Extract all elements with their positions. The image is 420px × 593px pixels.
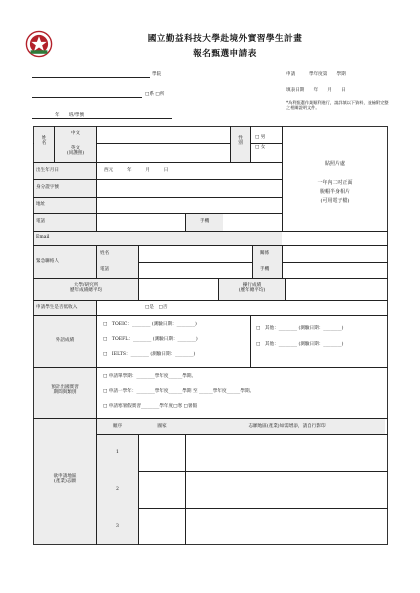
photo-desc-1: 一年內二吋正面 xyxy=(317,180,353,186)
photo-desc-3: (可用電子檔) xyxy=(320,198,350,204)
form-note: *為利甄選作業順利進行，請詳填以下資料，並檢附完整之相關證明文件。 xyxy=(286,100,389,110)
row-2-number: 2 xyxy=(116,487,119,492)
gender-male-checkbox[interactable]: □ 男 xyxy=(255,135,266,140)
form-title: 國立勤益科技大學赴境外實習學生計畫 xyxy=(147,34,303,44)
subsidy-label: 申請學生是否低收入 xyxy=(36,305,78,310)
college-line xyxy=(32,77,150,78)
divider xyxy=(96,508,388,509)
row-1-number: 1 xyxy=(116,450,119,455)
english-name-label: 英文 (同護照) xyxy=(66,146,85,157)
wish-header: 志願地區(產業)如需增添，請自行影印 xyxy=(248,424,326,429)
cell-bg xyxy=(34,232,282,245)
mobile-label: 手機 xyxy=(200,219,210,224)
emergency-name-label: 姓名 xyxy=(100,251,110,256)
birth-value: 西元 年 月 日 xyxy=(104,168,169,173)
divider xyxy=(96,197,97,231)
toeic-field[interactable]: □ TOEIC：________ (測驗日期：________) xyxy=(103,322,197,327)
region-label: 欲申請地區 (產業)志願 xyxy=(53,474,77,485)
divider xyxy=(96,367,97,418)
other-test-1-field[interactable]: □ 其他：________ (測驗日期：________) xyxy=(256,326,344,331)
plan-year-option[interactable]: □ 申請一學年：________學年度______學期 至 ______學年度______學期。 xyxy=(103,389,255,394)
divider xyxy=(96,126,97,197)
divider xyxy=(96,300,97,315)
class-line xyxy=(32,118,172,119)
id-label: 身分證字號 xyxy=(36,185,59,190)
class-label: 年 班/學號 xyxy=(55,113,85,118)
divider xyxy=(285,278,286,300)
dept-line xyxy=(32,97,142,98)
gender-female-checkbox[interactable]: □ 女 xyxy=(255,145,266,150)
grades-label: 大學/研究所 歷年成績總平均 xyxy=(69,283,103,294)
college-label: 學院 xyxy=(152,72,162,77)
gender-label: 性 別 xyxy=(238,136,243,147)
emergency-mobile-label: 手機 xyxy=(260,267,270,272)
ielts-field[interactable]: □ IELTS：________ (測驗日期：________) xyxy=(103,352,196,357)
photo-title: 貼照片處 xyxy=(324,161,345,167)
divider xyxy=(96,262,388,263)
fill-date: 填表日期 年 月 日 xyxy=(286,88,346,93)
plan-semester-option[interactable]: □ 申請單學期：________學年度______學期。 xyxy=(103,374,197,379)
address-label: 地址 xyxy=(36,202,46,207)
divider xyxy=(185,418,186,545)
conduct-label: 操行成績 (歷年總平均) xyxy=(238,283,266,294)
country-header: 國家 xyxy=(157,424,167,429)
form-subtitle: 報名甄選申請表 xyxy=(193,49,257,59)
order-header: 順序 xyxy=(112,424,123,429)
toefl-field[interactable]: □ TOEFL：________ (測驗日期：________) xyxy=(103,337,198,342)
divider xyxy=(138,245,139,278)
name-label: 姓 名 xyxy=(41,136,47,147)
phone-label: 電話 xyxy=(36,219,46,224)
divider xyxy=(96,471,388,472)
language-label: 外語成績 xyxy=(55,338,75,343)
other-test-2-field[interactable]: □ 其他：________ (測驗日期：________) xyxy=(256,342,344,347)
emergency-label: 緊急聯絡人 xyxy=(36,259,59,264)
divider xyxy=(250,126,251,162)
subsidy-options[interactable]: □是 □否 xyxy=(145,305,168,310)
dept-label: □系 □所 xyxy=(145,92,165,97)
emergency-relation-label: 關係 xyxy=(260,251,270,256)
apply-term: 申請 學年度第 學期 xyxy=(286,72,346,77)
divider xyxy=(282,126,283,231)
birth-label: 出生年月日 xyxy=(36,168,59,173)
email-label: Email xyxy=(36,235,50,240)
divider xyxy=(138,418,139,545)
divider xyxy=(96,315,97,367)
divider xyxy=(282,245,283,278)
chinese-name-label: 中文 xyxy=(70,131,81,136)
divider xyxy=(138,278,139,300)
divider xyxy=(250,315,251,367)
divider xyxy=(96,434,388,435)
plan-vacation-option[interactable]: □ 申請寒暑假實習________學年度□寒 □暑假 xyxy=(103,404,198,409)
university-logo xyxy=(25,30,53,58)
row-3-number: 3 xyxy=(116,524,119,529)
emergency-phone-label: 電話 xyxy=(100,267,110,272)
plan-label: 預計出國實習 期間與類別 xyxy=(51,385,79,396)
photo-desc-2: 脫帽半身相片 xyxy=(319,189,350,195)
